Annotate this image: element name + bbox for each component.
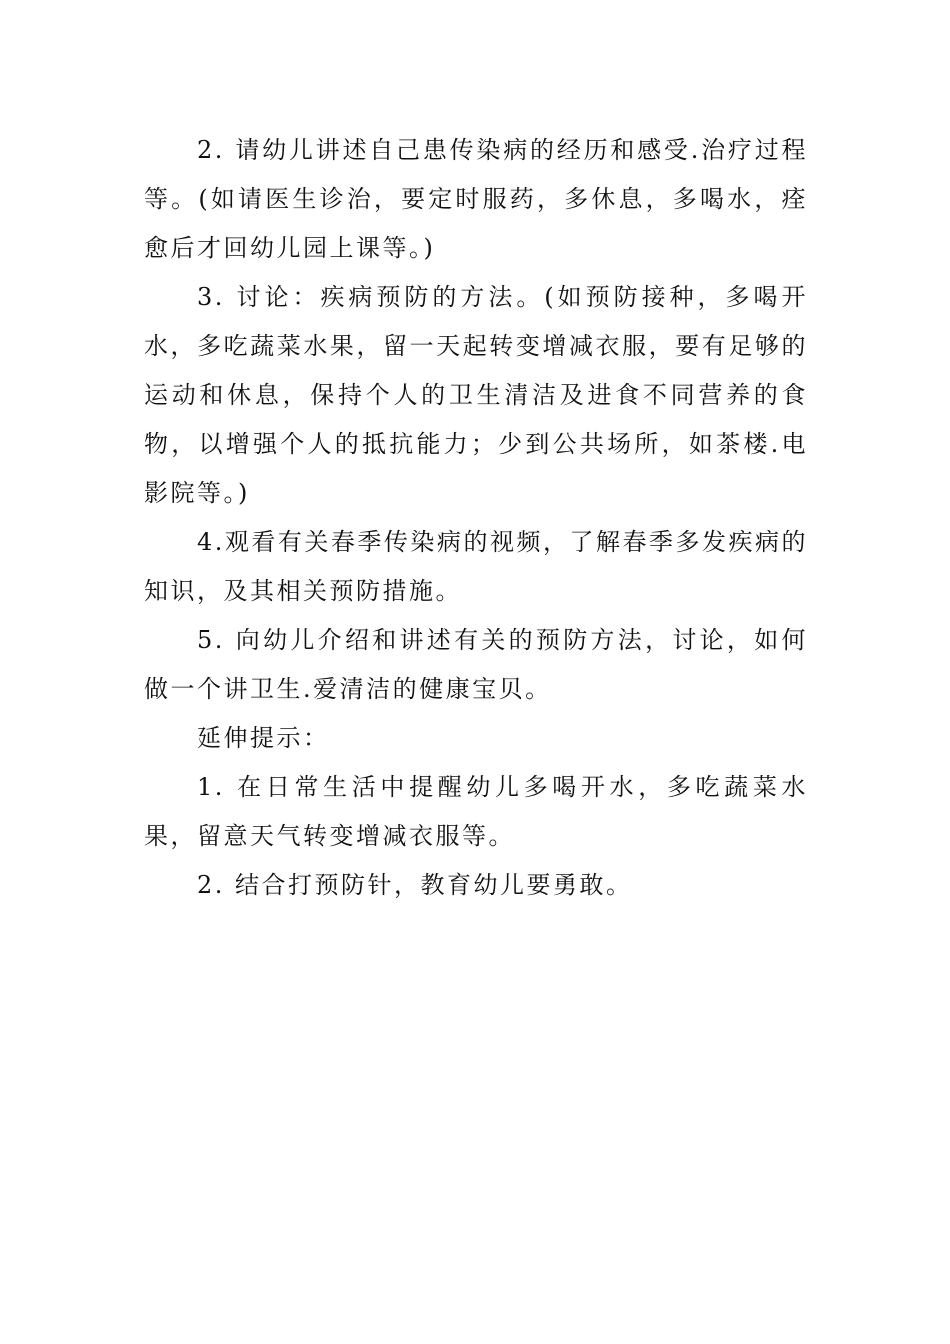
paragraph-item-2-recount: 2. 请幼儿讲述自己患传染病的经历和感受.治疗过程等。(如请医生诊治，要定时服药，多休息，多喝水，痊愈后才回幼儿园上课等。) [144, 136, 808, 262]
document-body [144, 126, 808, 910]
paragraph-item-3-discussion: 3. 讨论：疾病预防的方法。(如预防接种，多喝开水，多吃蔬菜水果，留一天起转变增减衣服，要有足够的运动和休息，保持个人的卫生清洁及进食不同营养的食物，以增强个人的抵抗能力；少到公共场所，如茶楼.电影院等。) [144, 283, 808, 507]
paragraph-item-5-introduce: 5. 向幼儿介绍和讲述有关的预防方法，讨论，如何做一个讲卫生.爱清洁的健康宝贝。 [144, 626, 808, 703]
extension-item-1: 1. 在日常生活中提醒幼儿多喝开水，多吃蔬菜水果，留意天气转变增减衣服等。 [144, 773, 808, 850]
paragraph-item-4-video: 4.观看有关春季传染病的视频，了解春季多发疾病的知识，及其相关预防措施。 [144, 528, 808, 605]
extension-item-2: 2. 结合打预防针，教育幼儿要勇敢。 [197, 871, 633, 899]
extension-heading: 延伸提示： [197, 724, 330, 752]
